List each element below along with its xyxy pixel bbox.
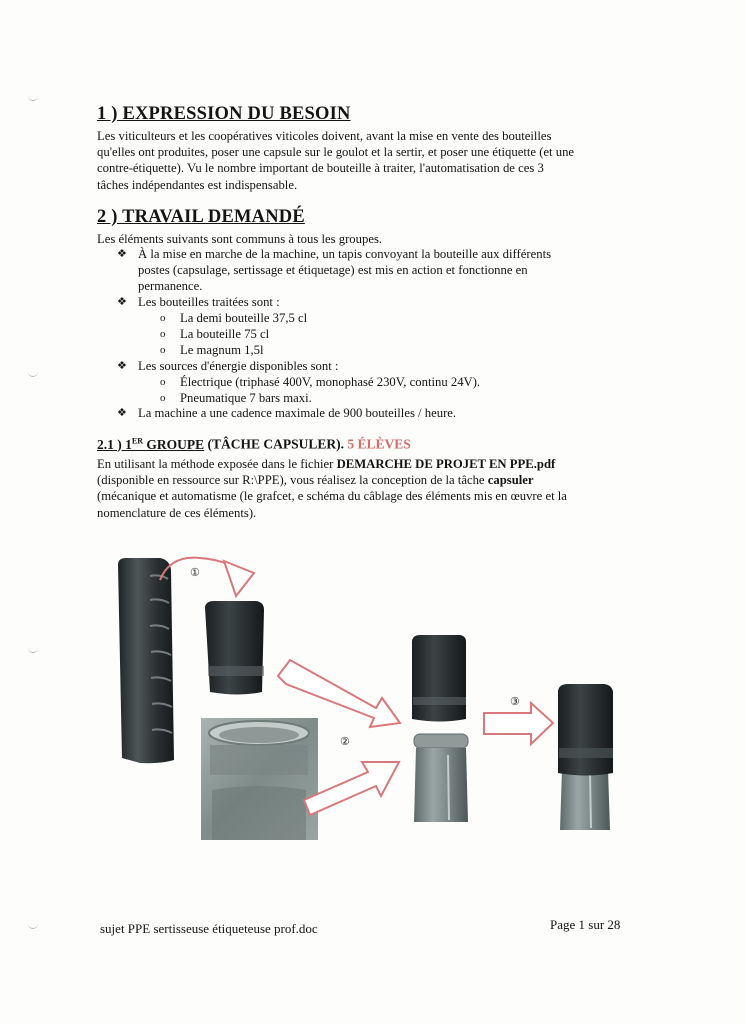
- curved-arrow-step-1-icon: [160, 558, 254, 596]
- paragraph-line: (mécanique et automatisme (le grafcet, e schéma du câblage des éléments mis en œuvre et la: [97, 489, 567, 504]
- footer-page-number: Page 1 sur 28: [550, 917, 621, 932]
- bullet-line: Les sources d'énergie disponibles sont :: [138, 359, 339, 373]
- bullet-line: À la mise en marche de la machine, un tapis convoyant la bouteille aux différents: [138, 247, 552, 261]
- heading-task: (TÂCHE CAPSULER).: [204, 436, 345, 452]
- circle-bullet-icon: o: [160, 392, 166, 404]
- bullet-line: La machine a une cadence maximale de 900 bouteilles / heure.: [138, 406, 457, 420]
- diamond-bullet-icon: ❖: [117, 248, 127, 260]
- section-1-heading: 1 ) EXPRESSION DU BESOIN: [97, 104, 351, 124]
- capsule-stack-image: [118, 558, 174, 763]
- paragraph-line: tâches indépendantes est indispensable.: [97, 177, 298, 192]
- sub-line: Électrique (triphasé 400V, monophasé 230V, continu 24V).: [180, 375, 481, 389]
- bullet-line: postes (capsulage, sertissage et étiquetage) est mis en action et fonctionne en: [138, 263, 528, 277]
- circle-bullet-icon: o: [160, 312, 166, 324]
- step-3-label: ③: [510, 695, 520, 708]
- capsule-above-bottle-image: [412, 635, 466, 722]
- paragraph-line: qu'elles ont produites, poser une capsule sur le goulot et la sertir, et poser une étiquette (et une: [97, 145, 575, 160]
- bottle-neck-photo: [201, 718, 318, 840]
- circle-bullet-icon: o: [160, 376, 166, 388]
- bullet-line: Les bouteilles traitées sont :: [138, 295, 280, 309]
- sub-line: La bouteille 75 cl: [180, 327, 270, 341]
- heading-groupe: GROUPE: [143, 436, 205, 452]
- capped-bottle-image: [558, 684, 613, 830]
- paragraph-text: (disponible en ressource sur R:\PPE), vous réalisez la conception de la tâche: [97, 473, 488, 488]
- bullet-line: permanence.: [138, 279, 203, 293]
- arrow-step-2-upper-icon: [278, 660, 400, 727]
- sub-line: Pneumatique 7 bars maxi.: [180, 391, 312, 405]
- paragraph-line: contre-étiquette). Vu le nombre important de bouteille à traiter, l'automatisation de ces 3: [97, 161, 544, 176]
- single-capsule-image: [205, 601, 264, 695]
- section-2-heading: 2 ) TRAVAIL DEMANDÉ: [97, 207, 305, 227]
- heading-superscript: ER: [131, 436, 143, 445]
- diamond-bullet-icon: ❖: [117, 407, 127, 419]
- paragraph-line: Les viticulteurs et les coopératives viticoles doivent, avant la mise en vente des bouteilles: [97, 129, 552, 143]
- task-name: capsuler: [487, 473, 534, 488]
- heading-number: 2.1 ) 1: [97, 436, 132, 452]
- footer-filename: sujet PPE sertisseuse étiqueteuse prof.doc: [100, 921, 318, 936]
- heading-students: 5 ÉLÈVES: [344, 436, 411, 452]
- paragraph-line: nomenclature de ces éléments).: [97, 505, 257, 520]
- sub-line: La demi bouteille 37,5 cl: [180, 311, 308, 325]
- bottle-neck-middle-image: [414, 734, 468, 822]
- step-1-label: ①: [190, 566, 200, 579]
- diamond-bullet-icon: ❖: [117, 296, 127, 308]
- pdf-filename: DEMARCHE DE PROJET EN PPE.pdf: [336, 457, 556, 471]
- diamond-bullet-icon: ❖: [117, 360, 127, 372]
- circle-bullet-icon: o: [160, 344, 166, 356]
- paragraph-text: En utilisant la méthode exposée dans le fichier: [97, 457, 337, 471]
- step-2-label: ②: [340, 735, 350, 748]
- arrow-step-2-lower-icon: [304, 762, 399, 815]
- section-2-intro: Les éléments suivants sont communs à tous les groupes.: [97, 232, 383, 246]
- sub-line: Le magnum 1,5l: [180, 343, 264, 357]
- circle-bullet-icon: o: [160, 328, 166, 340]
- arrow-step-3-icon: [484, 703, 553, 744]
